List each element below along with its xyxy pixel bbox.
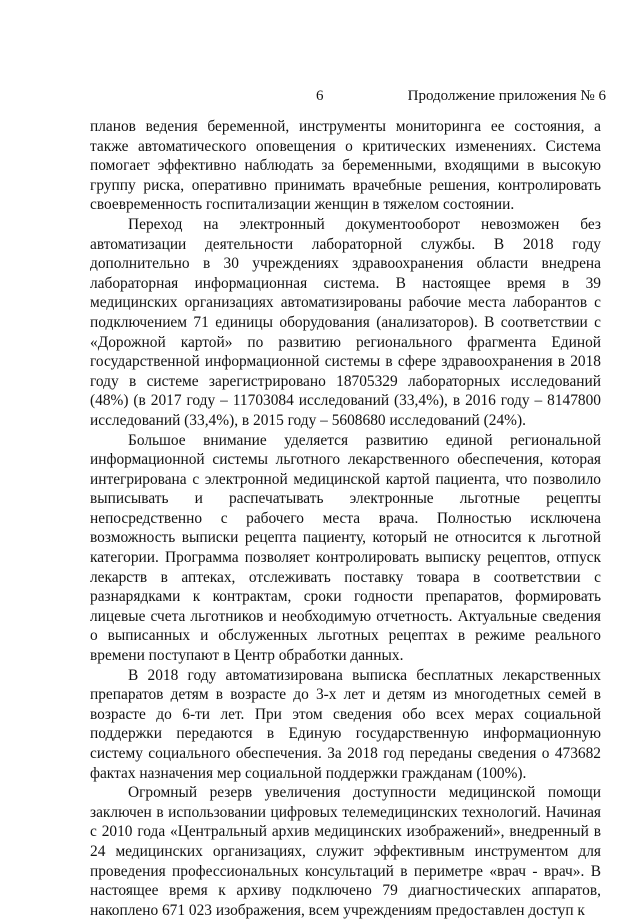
paragraph-preferential-drug-supply: Большое внимание уделяется развитию единой региональной информационной системы льготного лекарственного обеспечения, которая интегрирована с электронной медицинской картой пациента, что позволило выписывать и распечатывать электронные льготные рецепты непосредственно с рабочего места врача. Полностью исключена возможность выписки рецепта пациенту, который не относится к льготной категории. Программа позволяет контролировать выписку рецептов, отпуск лекарств в аптеках, отслеживать поставку товара в соответствии с разнарядками к контрактам, сроки годности препаратов, формировать лицевые счета льготников и необходимую отчетность. Актуальные сведения о выписанных и обслуженных льготных рецептах в режиме реального времени поступают в Центр обработки данных. (90, 431, 601, 665)
paragraph-telemedicine: Огромный резерв увеличения доступности медицинской помощи заключен в использовании цифровых телемедицинских технологий. Начиная с 2010 года «Центральный архив медицинских изображений», внедренный в 24 медицинских организациях, служит эффективным инструментом для проведения профессиональных консультаций в периметре «врач - врач». В настоящее время к архиву подключено 79 диагностических аппаратов, накоплено 671 023 изображения, всем учреждениям предоставлен доступ к (90, 784, 601, 919)
page-number: 6 (316, 88, 324, 104)
paragraph-laboratory-service: Переход на электронный документооборот невозможен без автоматизации деятельности лабораторной службы. В 2018 году дополнительно в 30 учреждениях здравоохранения области внедрена лабораторная информационная система. В настоящее время в 39 медицинских организациях автоматизированы рабочие места лаборантов с подключением 71 единицы оборудования (анализаторов). В соответствии с «Дорожной картой» по развитию регионального фрагмента Единой государственной информационной системы в сфере здравоохранения в 2018 году в системе зарегистрировано 18705329 лабораторных исследований (48%) (в 2017 году – 11703084 исследований (33,4%), в 2016 году – 8147800 исследований (33,4%), в 2015 году – 5608680 исследований (24%). (90, 215, 601, 429)
paragraph-children-prescriptions: В 2018 году автоматизирована выписка бесплатных лекарственных препаратов детям в возрасте до 3-х лет и детям из многодетных семей в возрасте до 6-ти лет. При этом сведения обо всех мерах социальной поддержки передаются в Единую государственную информационную систему социального обеспечения. За 2018 год переданы сведения о 473682 фактах назначения мер социальной поддержки гражданам (100%). (90, 666, 601, 782)
paragraph-continuation: планов ведения беременной, инструменты мониторинга ее состояния, а также автоматического оповещения о критических изменениях. Система помогает эффективно наблюдать за беременными, входящими в высокую группу риска, оперативно принимать врачебные решения, контролировать своевременность госпитализации женщин в тяжелом состоянии. (90, 118, 601, 214)
document-body (90, 117, 601, 920)
appendix-continuation-note: Продолжение приложения № 6 (407, 88, 606, 104)
